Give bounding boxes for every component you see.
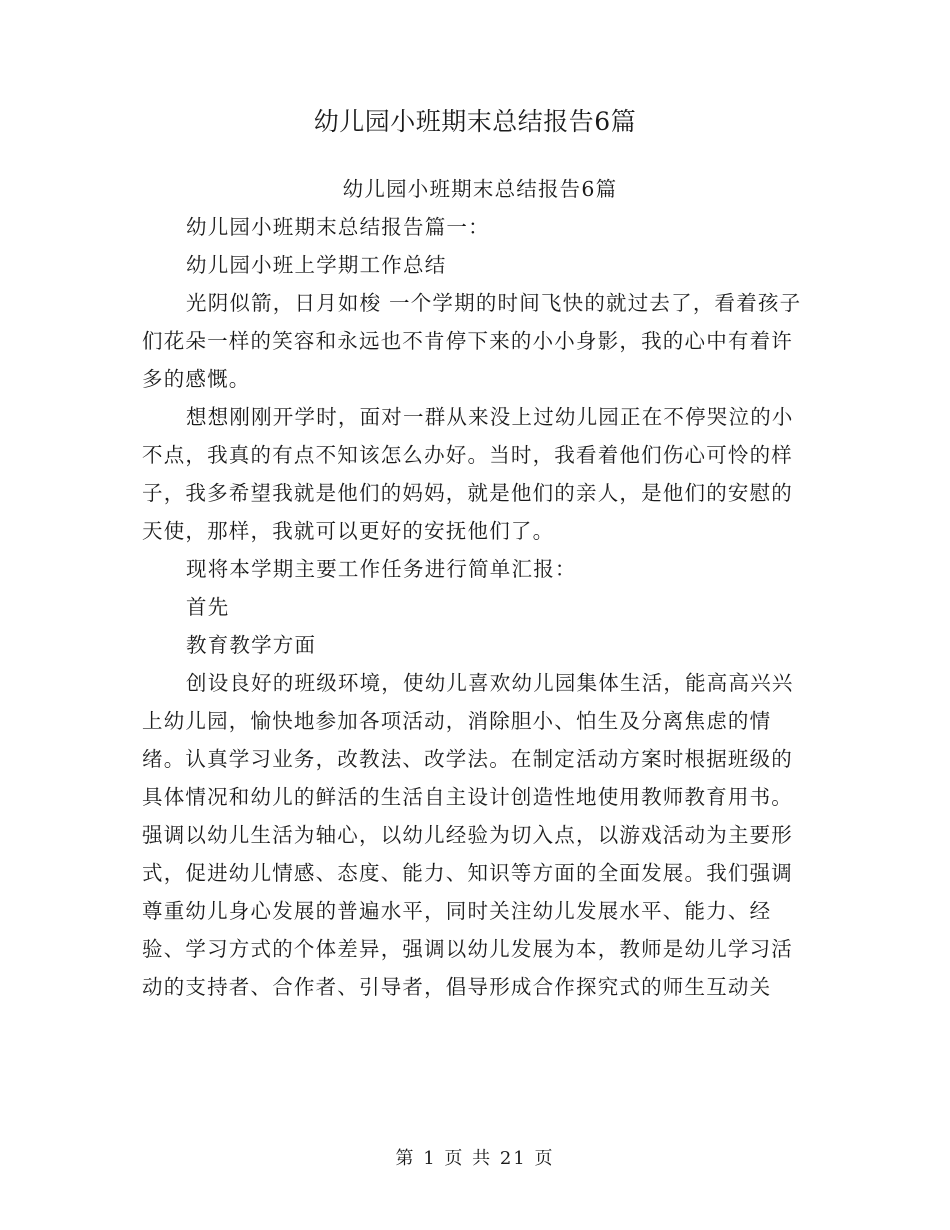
page-footer: 第 1 页 共 21 页 <box>395 1148 555 1169</box>
body-paragraph: 想想刚刚开学时，面对一群从来没上过幼儿园正在不停哭泣的小不点，我真的有点不知该怎么办好。当时，我看着他们伤心可怜的样子，我多希望我就是他们的妈妈，就是他们的亲人，是他们的安慰的天使，那样，我就可以更好的安抚他们了。 <box>142 405 794 543</box>
document-subtitle: 幼儿园小班期末总结报告6篇 <box>342 177 618 201</box>
body-paragraph: 首先 <box>186 595 230 619</box>
body-paragraph: 光阴似箭，日月如梭 一个学期的时间飞快的就过去了，看着孩子们花朵一样的笑容和永远也不肯停下来的小小身影，我的心中有着许多的感慨。 <box>142 291 802 391</box>
document-title: 幼儿园小班期末总结报告6篇 <box>313 107 637 136</box>
body-paragraph: 创设良好的班级环境，使幼儿喜欢幼儿园集体生活，能高高兴兴上幼儿园，愉快地参加各项活动，消除胆小、怕生及分离焦虑的情绪。认真学习业务，改教法、改学法。在制定活动方案时根据班级的具体情况和幼儿的鲜活的生活自主设计创造性地使用教师教育用书。强调以幼儿生活为轴心，以幼儿经验为切入点，以游戏活动为主要形式，促进幼儿情感、态度、能力、知识等方面的全面发展。我们强调尊重幼儿身心发展的普遍水平，同时关注幼儿发展水平、能力、经验、学习方式的个体差异，强调以幼儿发展为本，教师是幼儿学习活动的支持者、合作者、引导者，倡导形成合作探究式的师生互动关 <box>142 671 794 999</box>
body-paragraph: 教育教学方面 <box>186 633 317 657</box>
section-subheading: 幼儿园小班上学期工作总结 <box>186 253 447 277</box>
section-heading: 幼儿园小班期末总结报告篇一： <box>186 215 490 239</box>
body-paragraph: 现将本学期主要工作任务进行简单汇报： <box>186 557 577 581</box>
document-body <box>142 170 812 1006</box>
